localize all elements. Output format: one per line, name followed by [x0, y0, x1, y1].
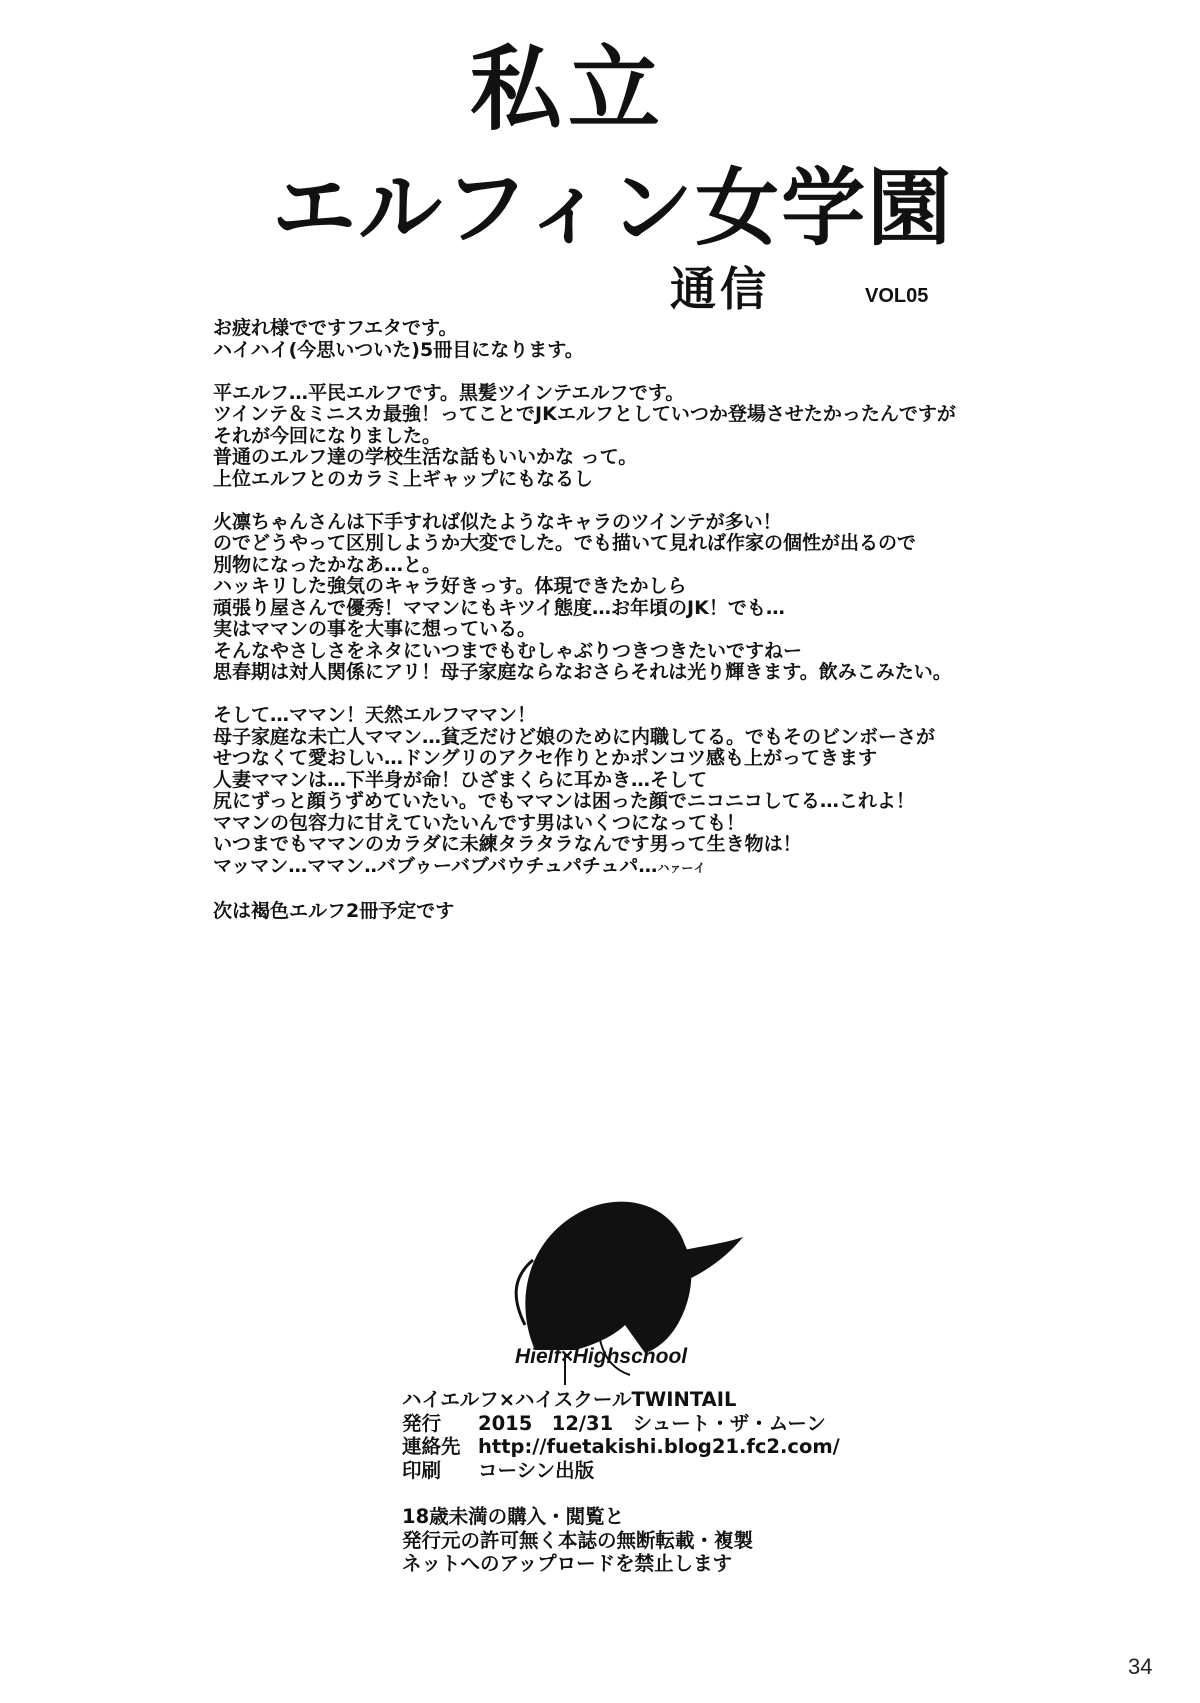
text-line: お疲れ様でですフエタです。 — [213, 317, 458, 339]
text-line: ママンの包容力に甘えていたいんです男はいくつになっても！ — [213, 811, 746, 834]
text-line: 尻にずっと顔うずめていたい。でもママンは困った顔でニコニコしてる…これよ！ — [213, 790, 915, 812]
text-line: いつまでもママンのカラダに未練タラタラなんです男って生き物は！ — [213, 833, 802, 855]
paragraph-1 — [213, 318, 1093, 361]
text-line: 思春期は対人関係にアリ！母子家庭ならなおさらそれは光り輝きます。飲みこみたい。 — [213, 661, 952, 683]
text-line: 人妻ママンは…下半身が命！ひざまくらに耳かき…そして — [213, 768, 708, 791]
paragraph-5 — [213, 901, 1093, 923]
text-line: ハイハイ(今思いついた)5冊目になります。 — [213, 338, 584, 361]
colophon — [402, 1388, 962, 1576]
text-line: のでどうやって区別しようか大変でした。でも描いて見れば作家の個性が出るので — [213, 532, 917, 554]
text-line: それが今回になりました。 — [213, 424, 442, 447]
print-label: 印刷 — [402, 1458, 442, 1482]
text-line: 火凛ちゃんさんは下手すれば似たようなキャラのツインテが多い！ — [213, 510, 782, 533]
issue-row — [402, 1412, 962, 1436]
text-line: 頑張り屋さんで優秀！ママンにもキツイ態度…お年頃のJK！でも… — [213, 596, 785, 619]
logo-wordmark: Hielf×Highschool — [515, 1345, 688, 1368]
text-line: せつなくて愛おしい…ドングリのアクセ作りとかポンコツ感も上がってきます — [213, 747, 878, 769]
paragraph-2 — [213, 383, 1093, 491]
title-subtitle: 通信 — [670, 262, 770, 316]
page-number: 34 — [1128, 1654, 1153, 1679]
notice-line: 18歳未満の購入・閲覧と — [402, 1505, 625, 1528]
text-line: ハッキリした強気のキャラ好きっす。体現できたかしら — [213, 575, 687, 597]
contact-url: http://fuetakishi.blog21.fc2.com/ — [478, 1435, 840, 1458]
afterword-text — [213, 318, 1093, 944]
text-line-suffix: ハァーイ — [657, 860, 706, 875]
notice-line: 発行元の許可無く本誌の無断転載・複製 — [402, 1528, 754, 1552]
notice-line: ネットへのアップロードを禁止します — [402, 1552, 733, 1575]
text-line: そして…ママン！天然エルフママン！ — [213, 704, 537, 726]
text-line: 実はママンの事を大事に想っている。 — [213, 618, 537, 640]
text-line: 別物になったかなあ…と。 — [213, 553, 442, 576]
text-line: 普通のエルフ達の学校生活な話もいいかな って。 — [213, 446, 638, 468]
volume-number: VOL05 — [865, 285, 929, 307]
spacer — [402, 1482, 962, 1505]
issue-value: 2015 12/31 シュート・ザ・ムーン — [478, 1411, 826, 1435]
issue-label: 発行 — [402, 1411, 442, 1435]
text-line — [213, 856, 1093, 880]
text-line: 上位エルフとのカラミ上ギャップにもなるし — [213, 467, 594, 490]
text-line: 平エルフ…平民エルフです。黒髪ツインテエルフです。 — [213, 381, 685, 404]
print-value: コーシン出版 — [478, 1458, 595, 1482]
paragraph-3 — [213, 512, 1093, 684]
text-line: そんなやさしさをネタにいつまでもむしゃぶりつきつきたいですねー — [213, 639, 803, 662]
text-line: 次は褐色エルフ2冊予定です — [213, 899, 455, 922]
contact-row — [402, 1435, 962, 1459]
print-row — [402, 1459, 962, 1483]
text-line: 母子家庭な未亡人ママン…貧乏だけど娘のために内職してる。でもそのビンボーさが — [213, 725, 936, 748]
text-line-main: マッマン…ママン‥バブゥーバブバウチュパチュパ… — [213, 854, 658, 877]
text-line: ツインテ＆ミニスカ最強！ってことでJKエルフとしていつか登場させたかったんですが — [213, 403, 956, 425]
title-line-1: 私立 — [470, 36, 667, 143]
paragraph-4 — [213, 705, 1093, 879]
book-title: ハイエルフ×ハイスクールTWINTAIL — [402, 1388, 737, 1411]
title-line-2: エルフィン女学園 — [272, 159, 954, 257]
contact-label: 連絡先 — [402, 1435, 461, 1458]
